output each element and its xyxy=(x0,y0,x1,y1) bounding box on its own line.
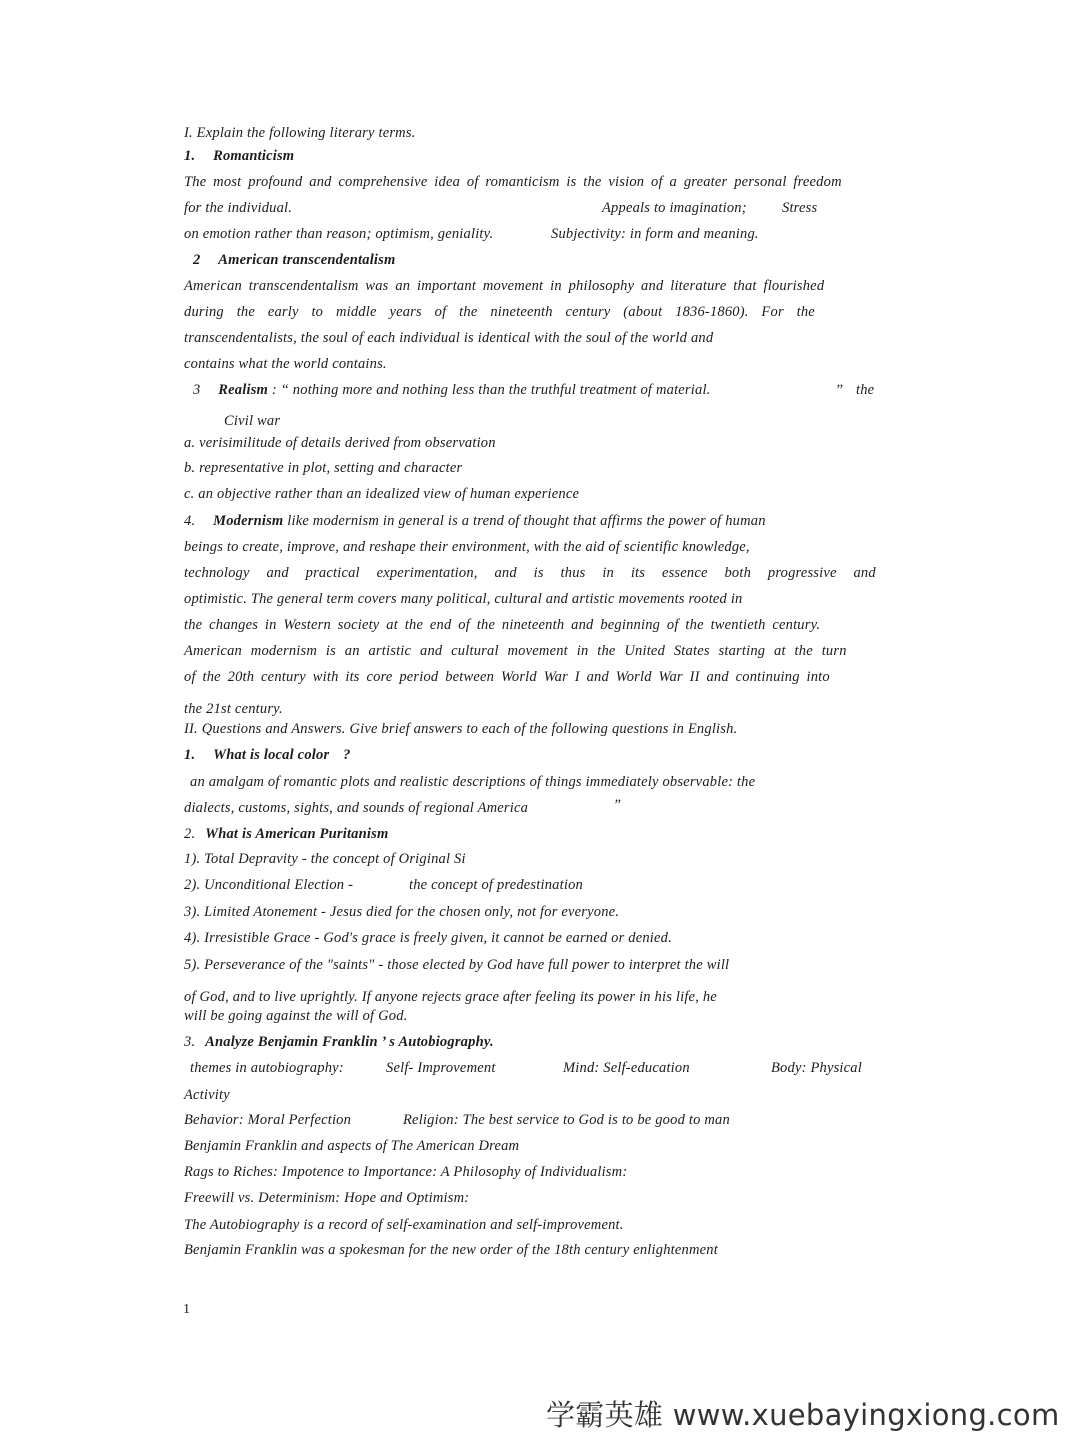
paragraph-line: Religion: The best service to God is to be good to man xyxy=(403,1112,730,1128)
section-heading: I. Explain the following literary terms. xyxy=(184,125,416,141)
paragraph-line: an amalgam of romantic plots and realistic descriptions of things immediately observable: the xyxy=(190,774,756,790)
term-heading-transcendentalism: 2 American transcendentalism xyxy=(193,252,396,268)
watermark: 学霸英雄 www.xuebayingxiong.com xyxy=(546,1398,1060,1432)
paragraph-line: Subjectivity: in form and meaning. xyxy=(551,226,759,242)
question-heading: 1. What is local color ? xyxy=(184,747,351,763)
paragraph-line: dialects, customs, sights, and sounds of regional America xyxy=(184,800,529,816)
paragraph-line: Civil war xyxy=(224,413,281,429)
question-heading: 3. Analyze Benjamin Franklin ’ s Autobiography. xyxy=(184,1034,494,1050)
paragraph-line: contains what the world contains. xyxy=(184,356,387,372)
paragraph-line: the 21st century. xyxy=(184,701,283,717)
paragraph-line: during the early to middle years of the nineteenth century (about 1836-1860). For the xyxy=(184,304,815,320)
section-heading: II. Questions and Answers. Give brief answers to each of the following questions in English. xyxy=(184,721,738,737)
list-item: 5). Perseverance of the "saints" - those elected by God have full power to interpret the will xyxy=(184,957,730,973)
paragraph-line: Self- Improvement xyxy=(386,1060,496,1076)
list-item: 1). Total Depravity - the concept of Original Si xyxy=(184,851,466,867)
paragraph-line: Appeals to imagination; xyxy=(602,200,747,216)
list-item: a. verisimilitude of details derived from observation xyxy=(184,435,496,451)
paragraph-line: Body: Physical xyxy=(771,1060,862,1076)
paragraph-line: for the individual. xyxy=(184,200,293,216)
list-item: 4). Irresistible Grace - God's grace is freely given, it cannot be earned or denied. xyxy=(184,930,672,946)
paragraph-line: Benjamin Franklin was a spokesman for the new order of the 18th century enlightenment xyxy=(184,1242,718,1258)
term-heading-realism: 3 Realism : “ nothing more and nothing less than the truthful treatment of material. xyxy=(193,382,711,398)
paragraph-line: the changes in Western society at the end of the nineteenth and beginning of the twentieth century. xyxy=(184,617,821,633)
paragraph-line: technology and practical experimentation, and is thus in its essence both progressive and xyxy=(184,565,876,581)
quote-close: ” xyxy=(613,797,622,813)
paragraph-line: American transcendentalism was an important movement in philosophy and literature that flourished xyxy=(184,278,825,294)
paragraph-line: Activity xyxy=(184,1087,230,1103)
term-heading-modernism: 4. Modernism like modernism in general is a trend of thought that affirms the power of human xyxy=(184,513,766,529)
paragraph-line: The Autobiography is a record of self-examination and self-improvement. xyxy=(184,1217,624,1233)
paragraph-line: Mind: Self-education xyxy=(563,1060,690,1076)
paragraph-line: The most profound and comprehensive idea of romanticism is the vision of a greater personal freedom xyxy=(184,174,842,190)
paragraph-line: transcendentalists, the soul of each individual is identical with the soul of the world and xyxy=(184,330,714,346)
paragraph-line: Freewill vs. Determinism: Hope and Optimism: xyxy=(184,1190,470,1206)
paragraph-line: on emotion rather than reason; optimism, geniality. xyxy=(184,226,494,242)
list-item: b. representative in plot, setting and character xyxy=(184,460,463,476)
list-item: the concept of predestination xyxy=(409,877,583,893)
paragraph-line: will be going against the will of God. xyxy=(184,1008,408,1024)
paragraph-line: beings to create, improve, and reshape their environment, with the aid of scientific knowledge, xyxy=(184,539,750,555)
paragraph-line: optimistic. The general term covers many political, cultural and artistic movements rooted in xyxy=(184,591,743,607)
paragraph-line: Stress xyxy=(782,200,818,216)
page-number: 1 xyxy=(183,1302,190,1317)
list-item: 2). Unconditional Election - xyxy=(184,877,354,893)
paragraph-line: Benjamin Franklin and aspects of The American Dream xyxy=(184,1138,520,1154)
paragraph-line: Behavior: Moral Perfection xyxy=(184,1112,352,1128)
question-heading: 2. What is American Puritanism xyxy=(184,826,389,842)
term-heading-romanticism: 1. Romanticism xyxy=(184,148,295,164)
paragraph-line: of the 20th century with its core period between World War I and World War II and continuing into xyxy=(184,669,830,685)
paragraph-line: the xyxy=(856,382,875,398)
paragraph-line: themes in autobiography: xyxy=(190,1060,344,1076)
list-item: c. an objective rather than an idealized view of human experience xyxy=(184,486,580,502)
paragraph-line: Rags to Riches: Impotence to Importance: A Philosophy of Individualism: xyxy=(184,1164,628,1180)
paragraph-line: of God, and to live uprightly. If anyone rejects grace after feeling its power in his life, he xyxy=(184,989,717,1005)
list-item: 3). Limited Atonement - Jesus died for the chosen only, not for everyone. xyxy=(184,904,620,920)
quote-close: ” xyxy=(835,382,844,398)
paragraph-line: American modernism is an artistic and cultural movement in the United States starting at the turn xyxy=(184,643,847,659)
